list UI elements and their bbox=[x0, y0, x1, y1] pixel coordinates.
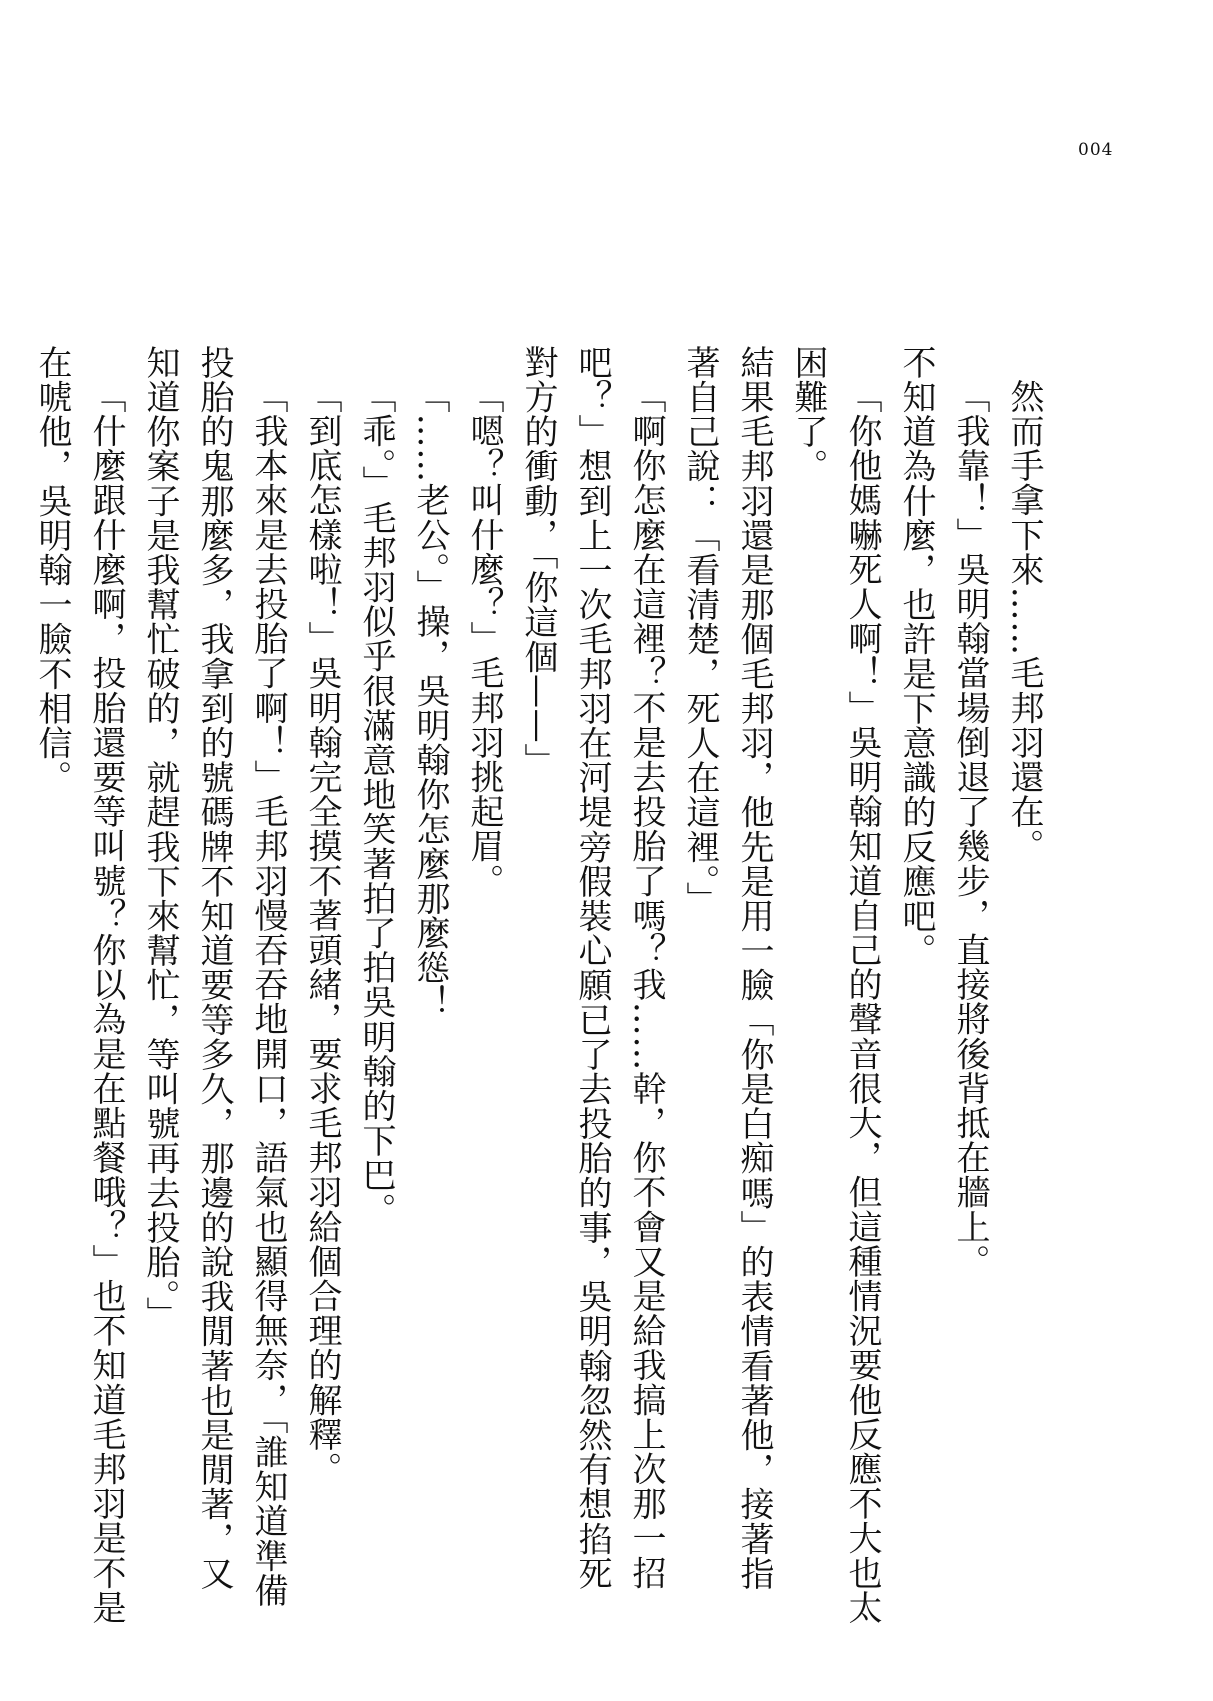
paragraph: 結果毛邦羽還是那個毛邦羽，他先是用一臉「你是白痴嗎」的表情看著他，接著指著自己說：「看清楚，死人在這裡。」 bbox=[680, 345, 774, 1591]
page-number: 004 bbox=[1078, 140, 1114, 160]
paragraph: 「什麼跟什麼啊，投胎還要等叫號？你以為是在點餐哦？」也不知道毛邦羽是不是在唬他，吳明翰一臉不相信。 bbox=[32, 345, 126, 1625]
vertical-text-body bbox=[32, 345, 1051, 1625]
paragraph: 「我本來是去投胎了啊！」毛邦羽慢吞吞地開口，語氣也顯得無奈，「誰知道準備投胎的鬼那麼多，我拿到的號碼牌不知道要等多久，那邊的說我閒著也是閒著，又知道你案子是我幫忙破的，就趕我下來幫忙，等叫號再去投胎。」 bbox=[140, 345, 288, 1608]
paragraph: 「嗯？叫什麼？」毛邦羽挑起眉。 bbox=[464, 379, 504, 898]
paragraph: 「你他媽嚇死人啊！」吳明翰知道自己的聲音很大，但這種情況要他反應不大也太困難了。 bbox=[788, 345, 882, 1625]
paragraph: 「……老公。」操，吳明翰你怎麼那麼慫！ bbox=[410, 379, 450, 1020]
paragraph: 「我靠！」吳明翰當場倒退了幾步，直接將後背抵在牆上。 bbox=[950, 379, 990, 1279]
paragraph: 然而手拿下來……毛邦羽還在。 bbox=[1004, 379, 1044, 864]
paragraph: 不知道為什麼，也許是下意識的反應吧。 bbox=[896, 345, 936, 968]
paragraph: 「到底怎樣啦！」吳明翰完全摸不著頭緒，要求毛邦羽給個合理的解釋。 bbox=[302, 379, 342, 1487]
paragraph: 「乖。」毛邦羽似乎很滿意地笑著拍了拍吳明翰的下巴。 bbox=[356, 379, 396, 1227]
paragraph: 「啊你怎麼在這裡？不是去投胎了嗎？我……幹，你不會又是給我搞上次那一招吧？」想到上一次毛邦羽在河堤旁假裝心願已了去投胎的事，吳明翰忽然有想掐死對方的衝動，「你這個——」 bbox=[518, 345, 666, 1591]
